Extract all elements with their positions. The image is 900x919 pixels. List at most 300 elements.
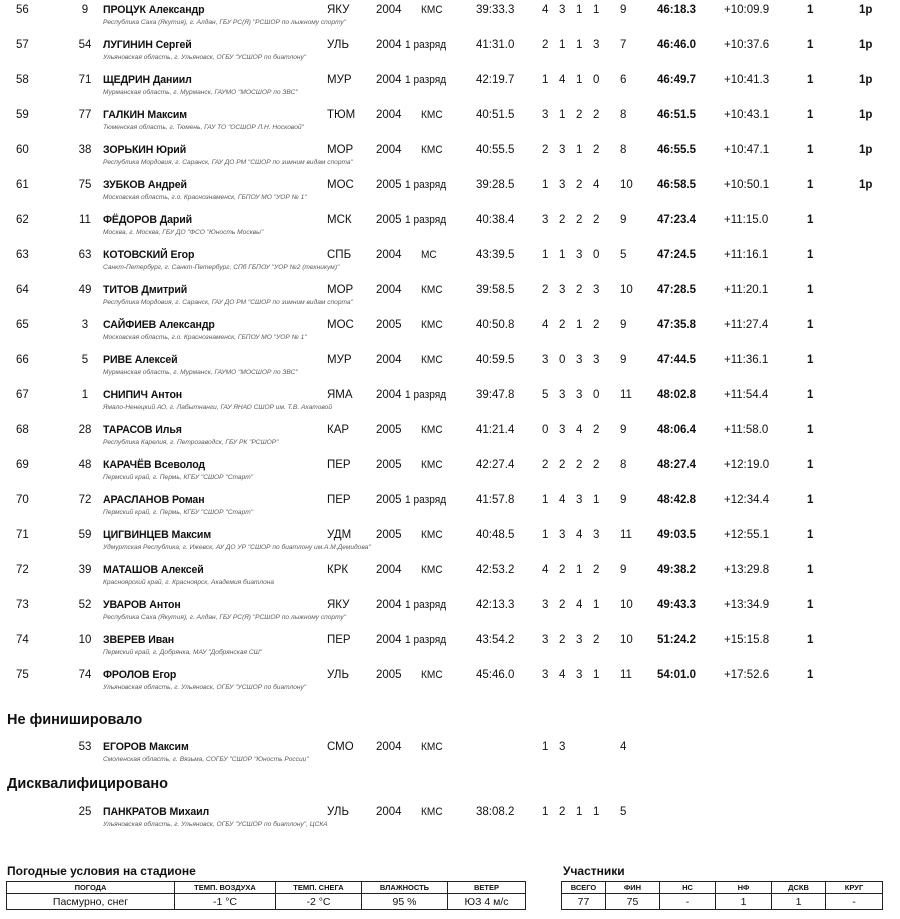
points: 1 — [807, 284, 814, 296]
shooting-3: 1 — [576, 144, 583, 156]
birth-year: 2005 — [376, 529, 402, 541]
ski-time: 40:55.5 — [476, 144, 515, 156]
shooting-4: 3 — [593, 354, 600, 366]
points: 1 — [807, 494, 814, 506]
athlete-name: ГАЛКИН Максим — [103, 109, 187, 121]
points: 1 — [807, 389, 814, 401]
points: 1 — [807, 634, 814, 646]
sport-rank: КМС — [421, 741, 443, 753]
shooting-3: 3 — [576, 634, 583, 646]
points: 1 — [807, 599, 814, 611]
shooting-total: 9 — [620, 4, 627, 16]
shooting-total: 8 — [620, 144, 627, 156]
region-code: УЛЬ — [327, 806, 350, 818]
result-time: 46:18.3 — [657, 4, 697, 16]
ski-time: 42:19.7 — [476, 74, 515, 86]
weather-header-row — [7, 882, 526, 894]
result-row — [0, 563, 900, 598]
athlete-organization: Московская область, г.о. Краснознаменск, ГБПОУ МО "УОР № 1" — [103, 194, 307, 201]
shooting-3: 2 — [576, 284, 583, 296]
result-time: 49:43.3 — [657, 599, 697, 611]
place: 73 — [16, 599, 29, 611]
sport-rank: КМС — [421, 4, 443, 16]
shooting-3: 2 — [576, 214, 583, 226]
shooting-total: 5 — [620, 806, 627, 818]
participants-header: НФ — [716, 882, 772, 894]
sport-rank: 1 разряд — [405, 634, 447, 646]
athlete-name: ЛУГИНИН Сергей — [103, 39, 192, 51]
region-code: УЛЬ — [327, 39, 350, 51]
region-code: ЯКУ — [327, 4, 350, 16]
athlete-organization: Республика Мордовия, г. Саранск, ГАУ ДО РМ "СШОР по зимним видам спорта" — [103, 159, 353, 166]
result-row — [0, 458, 900, 493]
place: 75 — [16, 669, 29, 681]
dnf-count: 1 — [716, 894, 772, 910]
region-code: УЛЬ — [327, 669, 350, 681]
result-row — [0, 598, 900, 633]
bib-number: 38 — [78, 144, 92, 156]
shooting-total: 4 — [620, 741, 627, 753]
shooting-1: 1 — [542, 529, 549, 541]
result-row — [0, 318, 900, 353]
sport-rank: КМС — [421, 284, 443, 296]
ski-time: 43:54.2 — [476, 634, 515, 646]
time-gap: +10:47.1 — [724, 144, 770, 156]
ski-time: 43:39.5 — [476, 249, 515, 261]
shooting-1: 3 — [542, 214, 549, 226]
weather-header: ВЕТЕР — [448, 882, 526, 894]
shooting-3: 4 — [576, 529, 583, 541]
result-row — [0, 73, 900, 108]
shooting-1: 3 — [542, 354, 549, 366]
birth-year: 2005 — [376, 214, 402, 226]
lapped-count: - — [826, 894, 883, 910]
result-time: 49:03.5 — [657, 529, 697, 541]
region-code: МОР — [327, 284, 354, 296]
shooting-1: 2 — [542, 39, 549, 51]
sport-rank: 1 разряд — [405, 599, 447, 611]
shooting-2: 0 — [559, 354, 566, 366]
athlete-name: МАТАШОВ Алексей — [103, 564, 204, 576]
shooting-3: 2 — [576, 109, 583, 121]
sport-rank: КМС — [421, 354, 443, 366]
bib-number: 53 — [78, 741, 92, 753]
ski-time: 42:53.2 — [476, 564, 515, 576]
snow-temperature: -2 °C — [276, 894, 362, 910]
shooting-3: 3 — [576, 669, 583, 681]
bib-number: 9 — [81, 4, 89, 16]
ski-time: 41:31.0 — [476, 39, 515, 51]
place: 59 — [16, 109, 29, 121]
shooting-1: 3 — [542, 669, 549, 681]
shooting-2: 3 — [559, 529, 566, 541]
time-gap: +15:15.8 — [724, 634, 770, 646]
weather-conditions: Пасмурно, снег — [7, 894, 175, 910]
finished-count: 75 — [606, 894, 660, 910]
shooting-3: 1 — [576, 4, 583, 16]
birth-year: 2004 — [376, 806, 402, 818]
sport-rank: 1 разряд — [405, 179, 447, 191]
air-temperature: -1 °C — [175, 894, 276, 910]
result-row — [0, 493, 900, 528]
participants-header: ВСЕГО — [562, 882, 606, 894]
birth-year: 2004 — [376, 741, 402, 753]
athlete-name: ТИТОВ Дмитрий — [103, 284, 188, 296]
result-time: 46:46.0 — [657, 39, 697, 51]
shooting-1: 4 — [542, 319, 549, 331]
place: 68 — [16, 424, 29, 436]
birth-year: 2004 — [376, 249, 402, 261]
shooting-2: 4 — [559, 669, 566, 681]
bib-number: 77 — [78, 109, 92, 121]
rank-category: 1р — [859, 39, 873, 51]
athlete-organization: Республика Саха (Якутия), г. Алдан, ГБУ РС(Я) "РСШОР по лыжному спорту" — [103, 19, 347, 26]
athlete-organization: Пермский край, г. Пермь, КГБУ "СШОР "Старт" — [103, 509, 254, 516]
shooting-2: 1 — [559, 39, 566, 51]
athlete-organization: Московская область, г.о. Краснознаменск, ГБПОУ МО "УОР № 1" — [103, 334, 307, 341]
humidity: 95 % — [362, 894, 448, 910]
shooting-3: 1 — [576, 564, 583, 576]
sport-rank: КМС — [421, 144, 443, 156]
shooting-4: 2 — [593, 564, 600, 576]
shooting-1: 2 — [542, 144, 549, 156]
result-row — [0, 178, 900, 213]
shooting-4: 2 — [593, 634, 600, 646]
shooting-4: 3 — [593, 39, 600, 51]
region-code: МУР — [327, 74, 352, 86]
result-time: 47:35.8 — [657, 319, 697, 331]
shooting-2: 2 — [559, 599, 566, 611]
athlete-name: СНИПИЧ Антон — [103, 389, 183, 401]
shooting-4: 0 — [593, 389, 600, 401]
weather-header: ВЛАЖНОСТЬ — [362, 882, 448, 894]
time-gap: +12:34.4 — [724, 494, 770, 506]
time-gap: +17:52.6 — [724, 669, 770, 681]
result-time: 46:55.5 — [657, 144, 697, 156]
athlete-organization: Ямало-Ненецкий АО, г. Лабытнанги, ГАУ ЯНАО СШОР им. Т.В. Ахатовой — [103, 404, 333, 411]
athlete-organization: Красноярский край, г. Красноярск, Академия биатлона — [103, 579, 275, 586]
sport-rank: 1 разряд — [405, 74, 447, 86]
athlete-organization: Пермский край, г. Пермь, КГБУ "СШОР "Старт" — [103, 474, 254, 481]
result-row — [0, 143, 900, 178]
shooting-2: 4 — [559, 494, 566, 506]
shooting-4: 1 — [593, 599, 600, 611]
bib-number: 48 — [78, 459, 92, 471]
athlete-organization: Ульяновская область, г. Ульяновск, ОГБУ "УСШОР по биатлону" — [103, 684, 307, 691]
birth-year: 2004 — [376, 4, 402, 16]
region-code: МУР — [327, 354, 352, 366]
result-row — [0, 668, 900, 703]
birth-year: 2004 — [376, 109, 402, 121]
athlete-name: ЩЕДРИН Даниил — [103, 74, 192, 86]
athlete-name: ПАНКРАТОВ Михаил — [103, 806, 210, 818]
birth-year: 2005 — [376, 179, 402, 191]
place: 56 — [16, 4, 29, 16]
athlete-organization: Пермский край, г. Добрянка, МАУ "Добрянская СШ" — [103, 649, 263, 656]
shooting-2: 3 — [559, 424, 566, 436]
shooting-total: 8 — [620, 459, 627, 471]
shooting-total: 6 — [620, 74, 627, 86]
place: 64 — [16, 284, 29, 296]
shooting-4: 2 — [593, 144, 600, 156]
time-gap: +10:37.6 — [724, 39, 770, 51]
participants-header: ДСКВ — [772, 882, 826, 894]
shooting-total: 9 — [620, 564, 627, 576]
athlete-name: ТАРАСОВ Илья — [103, 424, 182, 436]
shooting-3: 3 — [576, 494, 583, 506]
sport-rank: МС — [421, 249, 437, 261]
result-time: 47:24.5 — [657, 249, 697, 261]
birth-year: 2005 — [376, 669, 402, 681]
time-gap: +11:58.0 — [724, 424, 769, 436]
ski-time: 39:28.5 — [476, 179, 515, 191]
time-gap: +10:43.1 — [724, 109, 770, 121]
shooting-2: 3 — [559, 389, 566, 401]
place: 58 — [16, 74, 29, 86]
shooting-4: 2 — [593, 109, 600, 121]
bib-number: 28 — [78, 424, 92, 436]
shooting-2: 2 — [559, 564, 566, 576]
place: 65 — [16, 319, 29, 331]
result-row — [0, 38, 900, 73]
shooting-3: 4 — [576, 424, 583, 436]
bib-number: 71 — [78, 74, 92, 86]
shooting-total: 10 — [620, 284, 633, 296]
shooting-2: 4 — [559, 74, 566, 86]
participants-header-row — [562, 882, 883, 894]
time-gap: +10:09.9 — [724, 4, 770, 16]
points: 1 — [807, 109, 814, 121]
ski-time: 40:50.8 — [476, 319, 515, 331]
shooting-total: 10 — [620, 634, 633, 646]
birth-year: 2004 — [376, 599, 402, 611]
points: 1 — [807, 424, 814, 436]
birth-year: 2004 — [376, 144, 402, 156]
sport-rank: 1 разряд — [405, 494, 447, 506]
birth-year: 2005 — [376, 459, 402, 471]
athlete-organization: Мурманская область, г. Мурманск, ГАУМО "МОСШОР по ЗВС" — [103, 89, 298, 96]
place: 60 — [16, 144, 29, 156]
points: 1 — [807, 529, 814, 541]
points: 1 — [807, 354, 814, 366]
athlete-organization: Смоленская область, г. Вязьма, СОГБУ "СШОР "Юность России" — [103, 756, 309, 763]
shooting-total: 10 — [620, 179, 633, 191]
birth-year: 2004 — [376, 354, 402, 366]
bib-number: 74 — [78, 669, 92, 681]
birth-year: 2004 — [376, 74, 402, 86]
shooting-1: 1 — [542, 494, 549, 506]
rank-category: 1р — [859, 179, 873, 191]
ski-time: 40:38.4 — [476, 214, 515, 226]
shooting-1: 4 — [542, 4, 549, 16]
athlete-name: ЕГОРОВ Максим — [103, 741, 189, 753]
rank-category: 1р — [859, 144, 873, 156]
result-time: 46:58.5 — [657, 179, 697, 191]
result-row — [0, 388, 900, 423]
result-time: 47:23.4 — [657, 214, 697, 226]
region-code: МОР — [327, 144, 354, 156]
time-gap: +11:54.4 — [724, 389, 769, 401]
shooting-total: 8 — [620, 109, 627, 121]
result-time: 46:49.7 — [657, 74, 697, 86]
shooting-total: 9 — [620, 214, 627, 226]
athlete-organization: Санкт-Петербург, г. Санкт-Петербург, СПб ГБПОУ "УОР №2 (техникум)" — [103, 264, 340, 271]
shooting-3: 1 — [576, 39, 583, 51]
ski-time: 39:33.3 — [476, 4, 515, 16]
shooting-2: 3 — [559, 144, 566, 156]
shooting-1: 1 — [542, 179, 549, 191]
participants-table — [561, 881, 883, 910]
bib-number: 11 — [79, 214, 91, 226]
shooting-4: 1 — [593, 4, 600, 16]
place: 74 — [16, 634, 29, 646]
points: 1 — [807, 669, 814, 681]
dnf-row — [0, 740, 900, 775]
time-gap: +11:15.0 — [724, 214, 769, 226]
shooting-total: 9 — [620, 354, 627, 366]
region-code: ЯМА — [327, 389, 353, 401]
shooting-2: 3 — [559, 284, 566, 296]
shooting-total: 9 — [620, 494, 627, 506]
shooting-4: 0 — [593, 74, 600, 86]
region-code: ПЕР — [327, 634, 351, 646]
dns-count: - — [660, 894, 716, 910]
shooting-2: 2 — [559, 459, 566, 471]
shooting-total: 11 — [620, 529, 632, 541]
result-time: 48:27.4 — [657, 459, 697, 471]
region-code: МОС — [327, 179, 354, 191]
participants-header: ФИН — [606, 882, 660, 894]
result-time: 48:42.8 — [657, 494, 697, 506]
shooting-4: 3 — [593, 284, 600, 296]
time-gap: +10:50.1 — [724, 179, 770, 191]
ski-time: 40:59.5 — [476, 354, 515, 366]
sport-rank: КМС — [421, 319, 443, 331]
shooting-1: 4 — [542, 564, 549, 576]
bib-number: 39 — [78, 564, 92, 576]
points: 1 — [807, 179, 814, 191]
birth-year: 2005 — [376, 424, 402, 436]
region-code: ТЮМ — [327, 109, 356, 121]
birth-year: 2005 — [376, 319, 402, 331]
athlete-name: САЙФИЕВ Александр — [103, 319, 215, 331]
birth-year: 2004 — [376, 389, 402, 401]
shooting-4: 1 — [593, 669, 600, 681]
participants-value-row — [562, 894, 883, 910]
place: 69 — [16, 459, 29, 471]
athlete-organization: Республика Мордовия, г. Саранск, ГАУ ДО РМ "СШОР по зимним видам спорта" — [103, 299, 353, 306]
sport-rank: КМС — [421, 669, 443, 681]
bib-number: 59 — [78, 529, 92, 541]
result-row — [0, 528, 900, 563]
result-time: 47:44.5 — [657, 354, 697, 366]
weather-header: ТЕМП. ВОЗДУХА — [175, 882, 276, 894]
dsq-row — [0, 805, 900, 840]
bib-number: 63 — [78, 249, 92, 261]
participants-title: Участники — [563, 864, 625, 878]
shooting-4: 2 — [593, 459, 600, 471]
result-time: 49:38.2 — [657, 564, 697, 576]
shooting-1: 1 — [542, 806, 549, 818]
total-count: 77 — [562, 894, 606, 910]
ski-time: 39:47.8 — [476, 389, 515, 401]
ski-time: 39:58.5 — [476, 284, 515, 296]
athlete-name: РИВЕ Алексей — [103, 354, 178, 366]
athlete-name: АРАСЛАНОВ Роман — [103, 494, 205, 506]
athlete-name: ЗВЕРЕВ Иван — [103, 634, 175, 646]
region-code: УДМ — [327, 529, 352, 541]
shooting-1: 1 — [542, 249, 549, 261]
shooting-2: 1 — [559, 249, 566, 261]
shooting-4: 2 — [593, 319, 600, 331]
time-gap: +11:27.4 — [724, 319, 769, 331]
points: 1 — [807, 214, 814, 226]
shooting-total: 9 — [620, 424, 627, 436]
bib-number: 75 — [78, 179, 92, 191]
birth-year: 2005 — [376, 494, 402, 506]
sport-rank: КМС — [421, 424, 443, 436]
bib-number: 5 — [81, 354, 89, 366]
result-row — [0, 213, 900, 248]
points: 1 — [807, 144, 814, 156]
result-row — [0, 3, 900, 38]
bib-number: 25 — [78, 806, 92, 818]
region-code: СМО — [327, 741, 354, 753]
shooting-3: 4 — [576, 599, 583, 611]
athlete-organization: Тюменская область, г. Тюмень, ГАУ ТО "ОСШОР Л.Н. Носковой" — [103, 124, 304, 131]
place: 57 — [16, 39, 29, 51]
shooting-1: 2 — [542, 284, 549, 296]
sport-rank: КМС — [421, 529, 443, 541]
shooting-3: 1 — [576, 74, 583, 86]
ski-time: 40:48.5 — [476, 529, 515, 541]
birth-year: 2004 — [376, 634, 402, 646]
athlete-name: ПРОЦУК Александр — [103, 4, 205, 16]
shooting-total: 5 — [620, 249, 627, 261]
place: 63 — [16, 249, 29, 261]
sport-rank: 1 разряд — [405, 39, 447, 51]
dsq-count: 1 — [772, 894, 826, 910]
region-code: КАР — [327, 424, 350, 436]
points: 1 — [807, 564, 814, 576]
shooting-2: 2 — [559, 634, 566, 646]
athlete-name: ЦИГВИНЦЕВ Максим — [103, 529, 212, 541]
region-code: ПЕР — [327, 459, 351, 471]
athlete-organization: Мурманская область, г. Мурманск, ГАУМО "МОСШОР по ЗВС" — [103, 369, 298, 376]
athlete-organization: Удмуртская Республика, г. Ижевск, АУ ДО УР "СШОР по биатлону им.А.М.Демидова" — [103, 544, 371, 551]
result-row — [0, 633, 900, 668]
place: 72 — [16, 564, 29, 576]
result-time: 48:02.8 — [657, 389, 697, 401]
birth-year: 2004 — [376, 564, 402, 576]
result-row — [0, 108, 900, 143]
shooting-2: 2 — [559, 319, 566, 331]
result-time: 46:51.5 — [657, 109, 697, 121]
shooting-3: 2 — [576, 179, 583, 191]
region-code: ЯКУ — [327, 599, 350, 611]
shooting-1: 5 — [542, 389, 549, 401]
participants-header: НС — [660, 882, 716, 894]
ski-time: 41:21.4 — [476, 424, 515, 436]
time-gap: +13:29.8 — [724, 564, 770, 576]
athlete-organization: Республика Карелия, г. Петрозаводск, ГБУ РК "РСШОР" — [103, 439, 279, 446]
shooting-total: 7 — [620, 39, 627, 51]
shooting-3: 3 — [576, 249, 583, 261]
shooting-2: 1 — [559, 109, 566, 121]
place: 71 — [16, 529, 29, 541]
shooting-1: 1 — [542, 741, 549, 753]
sport-rank: КМС — [421, 564, 443, 576]
